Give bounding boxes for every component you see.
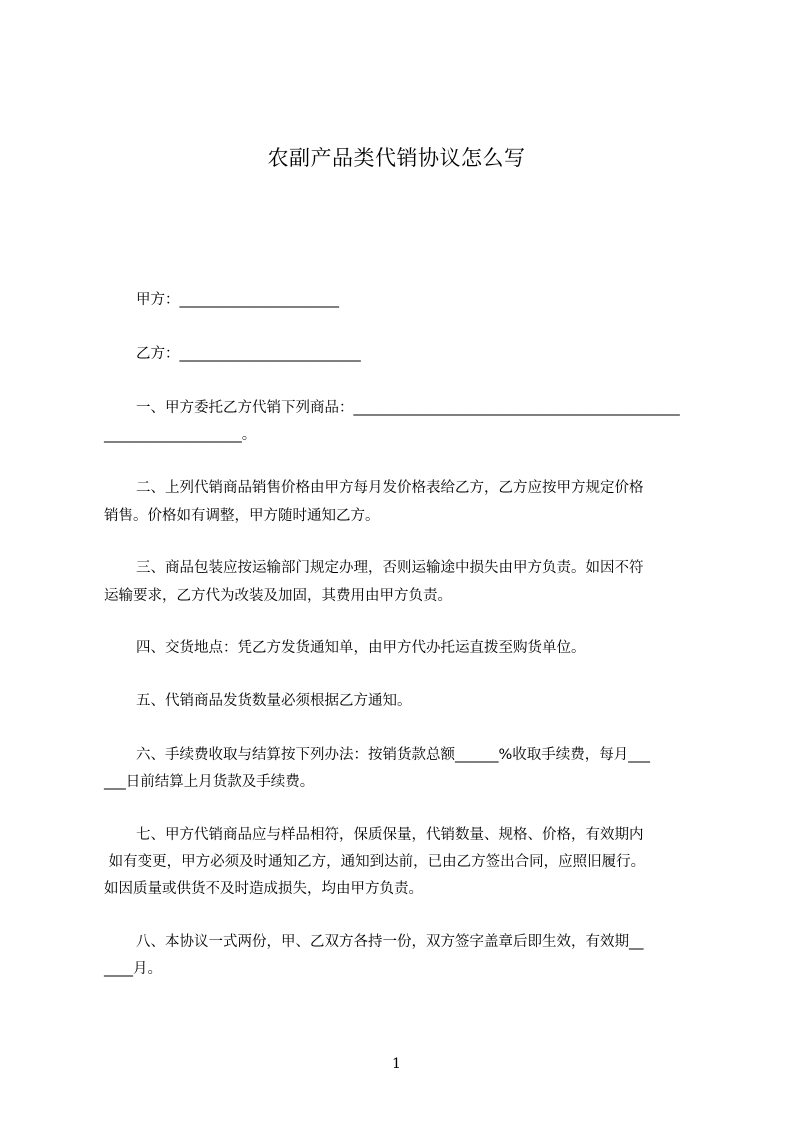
clause-8-line-1: 八、本协议一式两份，甲、乙双方各持一份，双方签字盖章后即生效，有效期__ [136, 934, 644, 950]
clause-6-line-2: ___日前结算上月货款及手续费。 [104, 774, 315, 790]
clause-1-line-1: 一、甲方委托乙方代销下列商品：_____________________________________________ [136, 400, 680, 416]
clause-7-line-1: 七、甲方代销商品应与样品相符，保质保量，代销数量、规格、价格，有效期内 [136, 827, 644, 843]
party-a-line: 甲方：______________________ [136, 292, 339, 308]
clause-1-line-2: ___________________。 [104, 427, 257, 443]
clause-7-line-3: 如因质量或供货不及时造成损失，均由甲方负责。 [104, 881, 423, 897]
clause-2-line-1: 二、上列代销商品销售价格由甲方每月发价格表给乙方，乙方应按甲方规定价格 [136, 480, 644, 496]
party-b-line: 乙方：_________________________ [136, 346, 361, 362]
page-number: 1 [392, 1056, 401, 1072]
clause-6-line-1: 六、手续费收取与结算按下列办法：按销货款总额______%收取手续费，每月___ [136, 747, 651, 763]
clause-3-line-2: 运输要求，乙方代为改装及加固，其费用由甲方负责。 [104, 588, 452, 604]
clause-8-line-2: ____月。 [104, 961, 162, 977]
clause-3-line-1: 三、商品包装应按运输部门规定办理，否则运输途中损失由甲方负责。如因不符 [136, 560, 644, 576]
clause-2-line-2: 销售。价格如有调整，甲方随时通知乙方。 [104, 508, 380, 524]
clause-4-line-1: 四、交货地点：凭乙方发货通知单，由甲方代办托运直拨至购货单位。 [136, 640, 586, 656]
clause-5-line-1: 五、代销商品发货数量必须根据乙方通知。 [136, 693, 412, 709]
clause-7-line-2: 如有变更，甲方必须及时通知乙方，通知到达前，已由乙方签出合同，应照旧履行。 [104, 854, 646, 870]
document-title: 农副产品类代销协议怎么写 [267, 146, 526, 170]
